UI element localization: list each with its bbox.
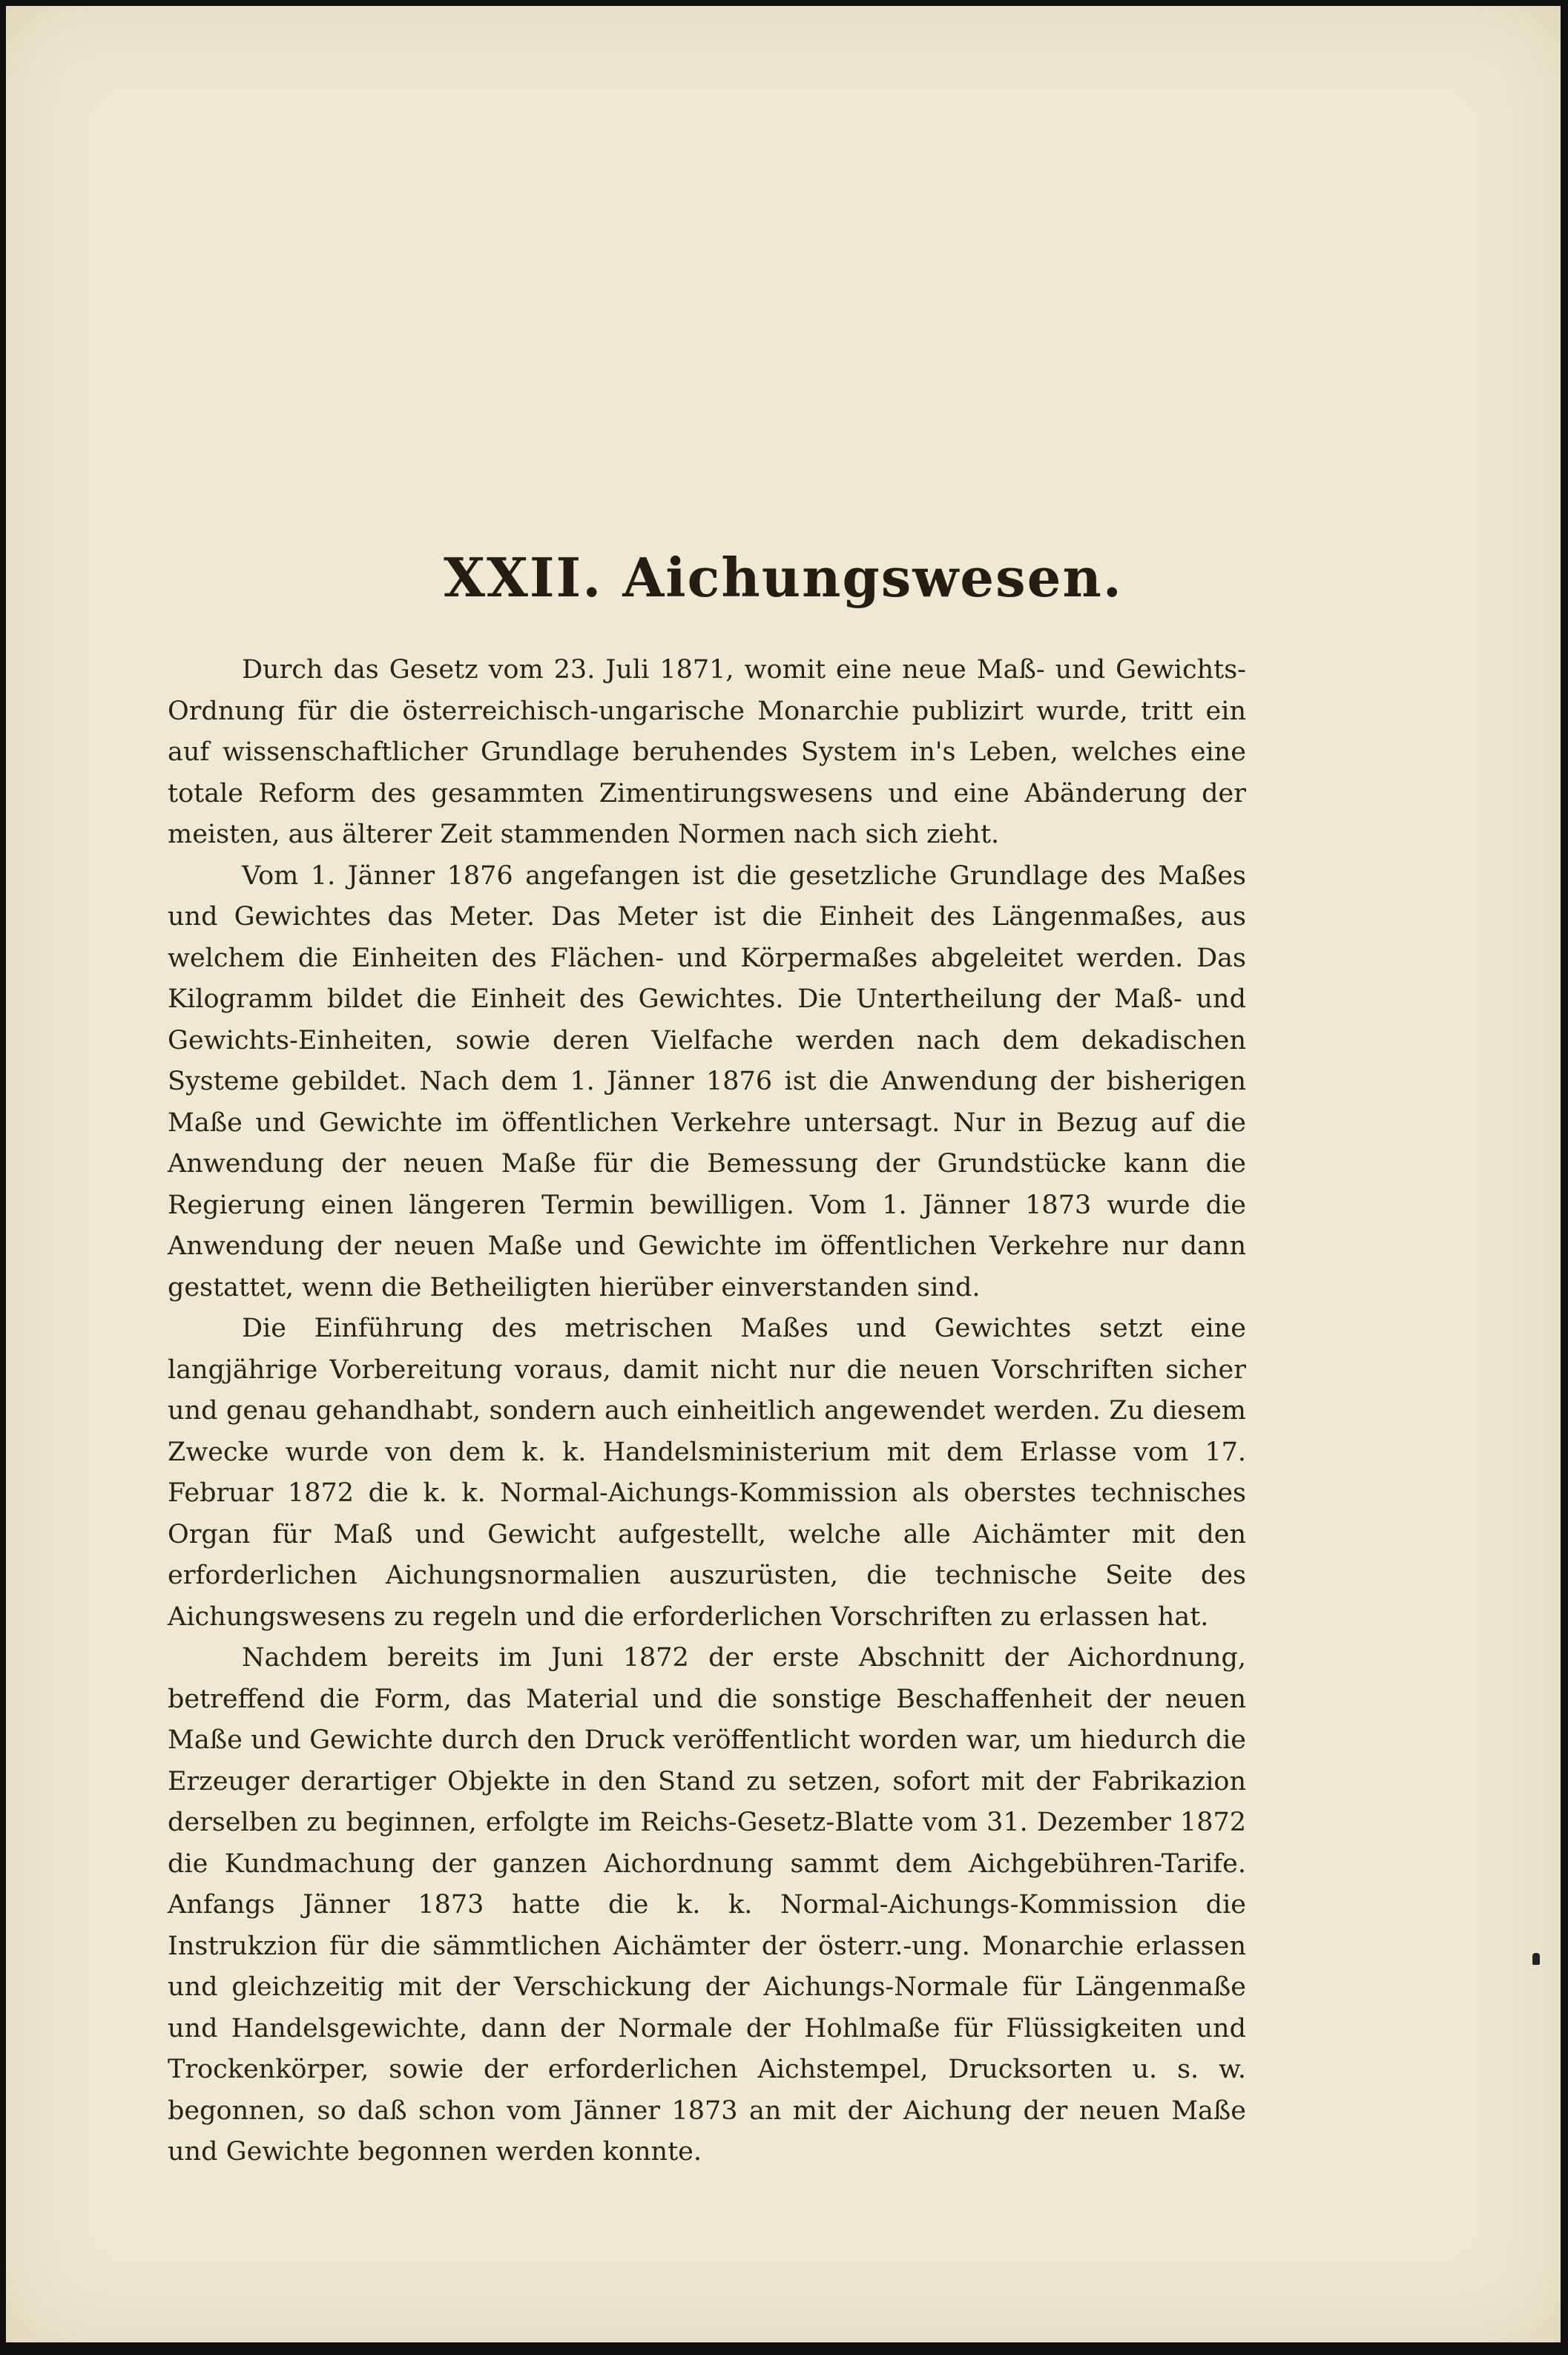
paragraph-1: Durch das Gesetz vom 23. Juli 1871, womit eine neue Maß- und Gewichts-Ordnung für die österreichisch-ungarische Monarchie publizirt wurde, tritt ein auf wissenschaftlicher Grundlage beruhendes System in's Leben, welches eine totale Reform des gesammten Zimentirungswesens und eine Abänderung der meisten, aus älterer Zeit stammenden Normen nach sich zieht. [168,655,1246,849]
body-text [168,650,1246,2173]
paragraph-2: Vom 1. Jänner 1876 angefangen ist die gesetzliche Grundlage des Maßes und Gewichtes das Meter. Das Meter ist die Einheit des Längenmaßes, aus welchem die Einheiten des Flächen- und Körpermaßes abgeleitet werden. Das Kilogramm bildet die Einheit des Gewichtes. Die Untertheilung der Maß- und Gewichts-Einheiten, sowie deren Vielfache werden nach dem dekadischen Systeme gebildet. Nach dem 1. Jänner 1876 ist die Anwendung der bisherigen Maße und Gewichte im öffentlichen Verkehre untersagt. Nur in Bezug auf die Anwendung der neuen Maße für die Bemessung der Grundstücke kann die Regierung einen längeren Termin bewilligen. Vom 1. Jänner 1873 wurde die Anwendung der neuen Maße und Gewichte im öffentlichen Verkehre nur dann gestattet, wenn die Betheiligten hierüber einverstanden sind. [168,860,1246,1302]
chapter-title: XXII. Aichungswesen. [444,546,1123,609]
paragraph-3: Die Einführung des metrischen Maßes und Gewichtes setzt eine langjährige Vorbereitung voraus, damit nicht nur die neuen Vorschriften sicher und genau gehandhabt, sondern auch einheitlich angewendet werden. Zu diesem Zwecke wurde von dem k. k. Handelsministerium mit dem Erlasse vom 17. Februar 1872 die k. k. Normal-Aichungs-Kommission als oberstes technisches Organ für Maß und Gewicht aufgestellt, welche alle Aichämter mit den erforderlichen Aichungsnormalien auszurüsten, die technische Seite des Aichungswesens zu regeln und die erforderlichen Vorschriften zu erlassen hat. [168,1314,1246,1632]
document-page [6,6,1561,2342]
margin-ink-mark [1532,1953,1540,1965]
paragraph-4: Nachdem bereits im Juni 1872 der erste Abschnitt der Aichordnung, betreffend die Form, das Material und die sonstige Beschaffenheit der neuen Maße und Gewichte durch den Druck veröffentlicht worden war, um hiedurch die Erzeuger derartiger Objekte in den Stand zu setzen, sofort mit der Fabrikazion derselben zu beginnen, erfolgte im Reichs-Gesetz-Blatte vom 31. Dezember 1872 die Kundmachung der ganzen Aichordnung sammt dem Aichgebühren-Tarife. Anfangs Jänner 1873 hatte die k. k. Normal-Aichungs-Kommission die Instrukzion für die sämmtlichen Aichämter der österr.-ung. Monarchie erlassen und gleichzeitig mit der Verschickung der Aichungs-Normale für Längenmaße und Handelsgewichte, dann der Normale der Hohlmaße für Flüssigkeiten und Trockenkörper, sowie der erforderlichen Aichstempel, Drucksorten u. s. w. begonnen, so daß schon vom Jänner 1873 an mit der Aichung der neuen Maße und Gewichte begonnen werden konnte. [168,1643,1246,2167]
